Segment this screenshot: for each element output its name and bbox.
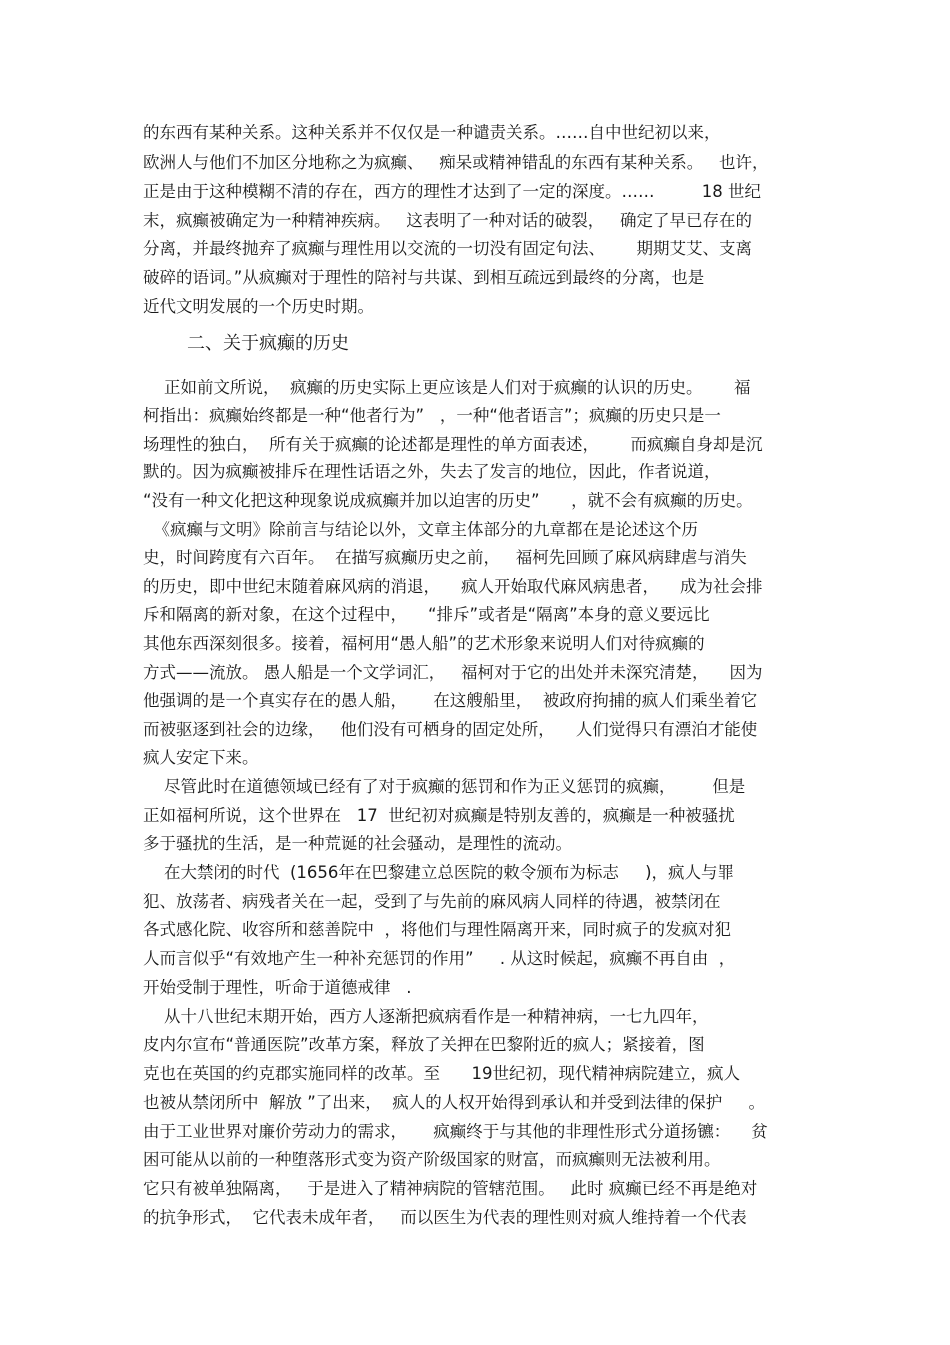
text-line: 正是由于这种模糊不清的存在，西方的理性才达到了一定的深度。…… 18 世纪	[143, 182, 761, 201]
text-line: 的历史，即中世纪末随着麻风病的消退， 疯人开始取代麻风病患者， 成为社会排	[143, 577, 763, 596]
text-line: 也被从禁闭所中 解放 ”了出来， 疯人的人权开始得到承认和并受到法律的保护 。	[143, 1093, 765, 1112]
text-line: 多于骚扰的生活，是一种荒诞的社会骚动，是理性的流动。	[143, 834, 572, 853]
text-line: 它只有被单独隔离， 于是进入了精神病院的管辖范围。 此时 疯癫已经不再是绝对	[143, 1179, 758, 1198]
text-line: 正如前文所说， 疯癫的历史实际上更应该是人们对于疯癫的认识的历史。 福	[143, 378, 751, 397]
text-line: 斥和隔离的新对象，在这个过程中， “排斥”或者是“隔离”本身的意义要远比	[143, 605, 710, 624]
text-line: 《疯癫与文明》除前言与结论以外，文章主体部分的九章都在是论述这个历	[143, 520, 698, 539]
text-line: 破碎的语词。”从疯癫对于理性的陪衬与共谋、到相互疏远到最终的分离，也是	[143, 268, 705, 287]
text-line: 其他东西深刻很多。接着，福柯用“愚人船”的艺术形象来说明人们对待疯癫的	[143, 634, 705, 653]
section-heading: 二、关于疯癫的历史	[187, 333, 349, 354]
text-line: 皮内尔宣布“普通医院”改革方案，释放了关押在巴黎附近的疯人；紧接着，图	[143, 1035, 705, 1054]
text-line: 而被驱逐到社会的边缘， 他们没有可栖身的固定处所， 人们觉得只有漂泊才能使	[143, 720, 758, 739]
text-line: 分离，并最终抛弃了疯癫与理性用以交流的一切没有固定句法、 期期艾艾、支离	[143, 239, 752, 258]
text-line: 人而言似乎“有效地产生一种补充惩罚的作用” . 从这时候起，疯癫不再自由 ，	[143, 949, 736, 968]
text-line: 各式感化院、收容所和慈善院中 ，将他们与理性隔离开来，同时疯子的发疯对犯	[143, 920, 731, 939]
text-line: 场理性的独白， 所有关于疯癫的论述都是理性的单方面表述， 而疯癫自身却是沉	[143, 435, 763, 454]
text-line: 开始受制于理性，听命于道德戒律 .	[143, 978, 412, 997]
text-line: 困可能从以前的一种堕落形式变为资产阶级国家的财富，而疯癫则无法被利用。	[143, 1150, 721, 1169]
text-line: 的抗争形式， 它代表未成年者， 而以医生为代表的理性则对疯人维持着一个代表	[143, 1208, 747, 1227]
text-line: 他强调的是一个真实存在的愚人船， 在这艘船里， 被政府拘捕的疯人们乘坐着它	[143, 691, 758, 710]
text-line: 尽管此时在道德领域已经有了对于疯癫的惩罚和作为正义惩罚的疯癫， 但是	[143, 777, 746, 796]
text-line: 在大禁闭的时代 (1656年在巴黎建立总医院的敕令颁布为标志 )，疯人与罪	[143, 863, 735, 882]
text-line: 克也在英国的约克郡实施同样的改革。至 19世纪初，现代精神病院建立，疯人	[143, 1064, 740, 1083]
text-line: 方式——流放。 愚人船是一个文学词汇， 福柯对于它的出处并未深究清楚， 因为	[143, 663, 763, 682]
text-line: 犯、放荡者、病残者关在一起，受到了与先前的麻风病人同样的待遇，被禁闭在	[143, 892, 721, 911]
text-line: 欧洲人与他们不加区分地称之为疯癫、 痴呆或精神错乱的东西有某种关系。 也许，	[143, 153, 769, 172]
text-line: “没有一种文化把这种现象说成疯癫并加以迫害的历史” ，就不会有疯癫的历史。	[143, 491, 753, 510]
text-line: 疯人安定下来。	[143, 748, 259, 767]
text-line: 正如福柯所说，这个世界在 17 世纪初对疯癫是特别友善的，疯癫是一种被骚扰	[143, 806, 735, 825]
text-line: 柯指出：疯癫始终都是一种“他者行为” ，一种“他者语言”；疯癫的历史只是一	[143, 406, 721, 425]
text-line: 由于工业世界对廉价劳动力的需求， 疯癫终于与其他的非理性形式分道扬镳： 贫	[143, 1122, 768, 1141]
text-line: 近代文明发展的一个历史时期。	[143, 297, 374, 316]
text-line: 从十八世纪末期开始，西方人逐渐把疯病看作是一种精神病，一七九四年，	[143, 1007, 709, 1026]
text-line: 史，时间跨度有六百年。 在描写疯癫历史之前， 福柯先回顾了麻风病肆虐与消失	[143, 548, 747, 567]
text-line: 的东西有某种关系。这种关系并不仅仅是一种谴责关系。……自中世纪初以来，	[143, 123, 721, 142]
text-line: 末，疯癫被确定为一种精神疾病。 这表明了一种对话的破裂， 确定了早已存在的	[143, 211, 752, 230]
text-line: 默的。因为疯癫被排斥在理性话语之外，失去了发言的地位，因此，作者说道，	[143, 462, 721, 481]
